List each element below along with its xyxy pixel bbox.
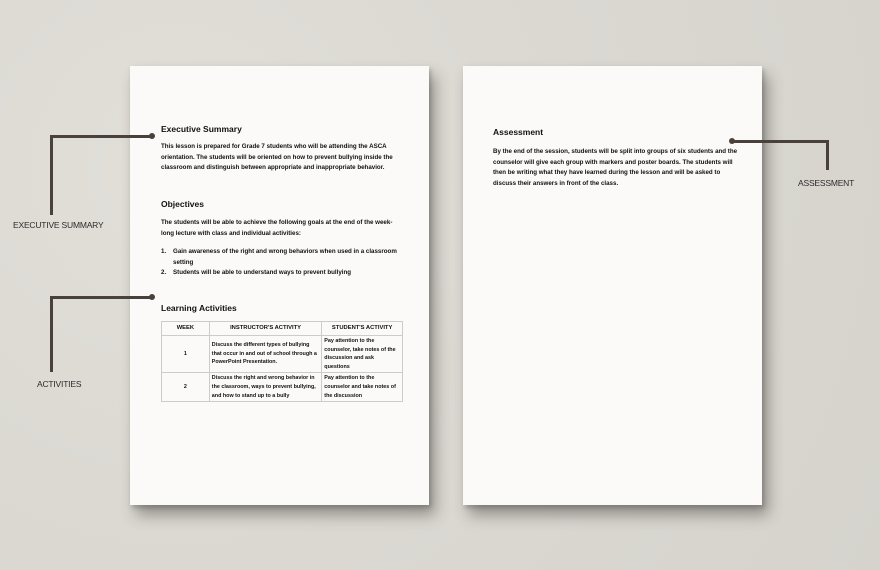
objective-item: 1. Gain awareness of the right and wrong behaviors when used in a classroom setting xyxy=(161,248,397,266)
week-cell: 2 xyxy=(162,373,210,402)
table-row xyxy=(162,373,403,402)
column-header-instructor: INSTRUCTOR'S ACTIVITY xyxy=(209,322,322,336)
callout-line-assessment-horizontal xyxy=(732,140,829,143)
document-page-1 xyxy=(130,66,429,505)
learning-activities-heading: Learning Activities xyxy=(161,303,237,313)
instructor-cell: Discuss the different types of bullying that occur in and out of school through a PowerPoint Presentation. xyxy=(209,336,322,373)
callout-dot-executive-summary xyxy=(149,133,155,139)
column-header-week: WEEK xyxy=(162,322,210,336)
callout-line-executive-summary-horizontal xyxy=(50,135,152,138)
callout-label-assessment: ASSESSMENT xyxy=(798,178,855,188)
learning-activities-table xyxy=(161,321,403,402)
table-row xyxy=(162,336,403,373)
assessment-heading: Assessment xyxy=(493,127,544,137)
callout-label-executive-summary: EXECUTIVE SUMMARY xyxy=(13,220,104,230)
instructor-cell: Discuss the right and wrong behavior in the classroom, ways to prevent bullying, and how to stand up to a bully xyxy=(209,373,322,402)
callout-line-activities-vertical xyxy=(50,296,53,372)
objectives-heading: Objectives xyxy=(161,199,204,209)
student-cell: Pay attention to the counselor and take notes of the discussion xyxy=(322,373,403,402)
executive-summary-heading: Executive Summary xyxy=(161,124,242,134)
callout-line-executive-summary-vertical xyxy=(50,135,53,215)
callout-dot-activities xyxy=(149,294,155,300)
objective-item: 2. Students will be able to understand ways to prevent bullying xyxy=(161,269,352,276)
objectives-list xyxy=(161,247,399,279)
assessment-text: By the end of the session, students will be split into groups of six students and the counselor will give each group with markers and poster boards. The students will then be writing what they have learned during the lesson and will be asked to discuss their answers in front of the class. xyxy=(493,148,738,187)
week-cell: 1 xyxy=(162,336,210,373)
callout-line-assessment-vertical xyxy=(826,140,829,170)
student-cell: Pay attention to the counselor, take notes of the discussion and ask questions xyxy=(322,336,403,373)
executive-summary-text: This lesson is prepared for Grade 7 students who will be attending the ASCA orientation. The students will be oriented on how to prevent bullying inside the classroom and distinguish between appropriate and inappropriate behavior. xyxy=(161,143,393,171)
column-header-student: STUDENT'S ACTIVITY xyxy=(322,322,403,336)
document-page-2 xyxy=(463,66,762,505)
callout-label-activities: ACTIVITIES xyxy=(37,379,82,389)
callout-line-activities-horizontal xyxy=(50,296,152,299)
table-header-row xyxy=(162,322,403,336)
objectives-intro: The students will be able to achieve the following goals at the end of the week-long lecture with class and individual activities: xyxy=(161,219,393,237)
